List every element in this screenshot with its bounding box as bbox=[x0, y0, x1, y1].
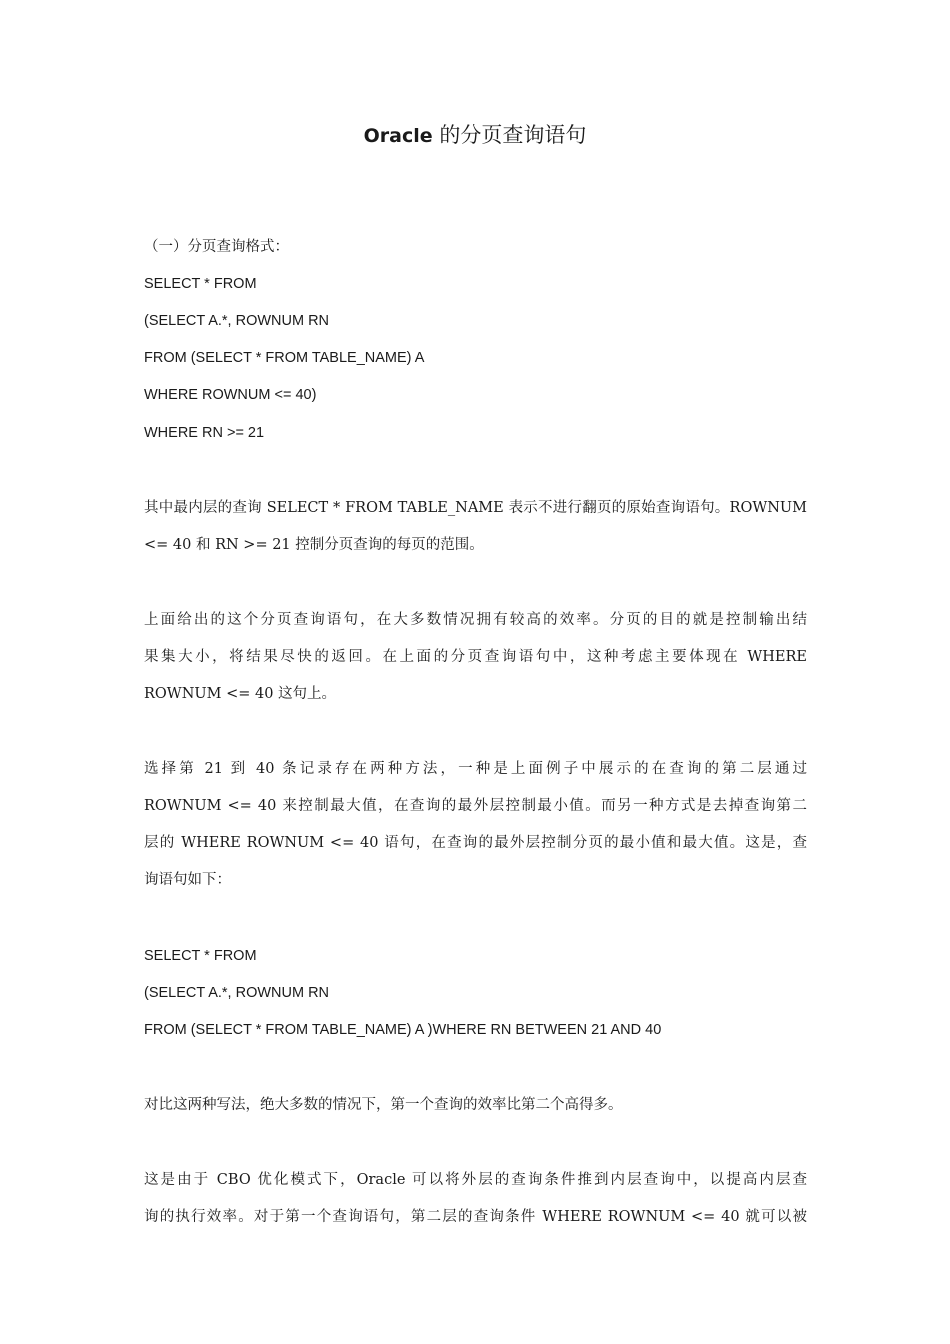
paragraph-line: 这是由于 CBO 优化模式下，Oracle 可以将外层的查询条件推到内层查询中，以提高内层查 bbox=[144, 1172, 807, 1188]
title-chinese: 的分页查询语句 bbox=[432, 123, 587, 147]
paragraph-line: 上面给出的这个分页查询语句，在大多数情况拥有较高的效率。分页的目的就是控制输出结 bbox=[144, 612, 807, 628]
code-line: (SELECT A.*, ROWNUM RN bbox=[144, 985, 330, 1001]
paragraph-line: 对比这两种写法，绝大多数的情况下，第一个查询的效率比第二个高得多。 bbox=[144, 1097, 623, 1113]
paragraph-line: 选择第 21 到 40 条记录存在两种方法，一种是上面例子中展示的在查询的第二层通过 bbox=[144, 761, 807, 777]
paragraph-line: ROWNUM <= 40 这句上。 bbox=[144, 686, 337, 702]
code-line: SELECT * FROM bbox=[144, 276, 257, 292]
paragraph-line: 其中最内层的查询 SELECT * FROM TABLE_NAME 表示不进行翻页的原始查询语句。ROWNUM bbox=[144, 500, 807, 516]
paragraph-line: ROWNUM <= 40 来控制最大值，在查询的最外层控制最小值。而另一种方式是去掉查询第二 bbox=[144, 798, 807, 814]
paragraph-line: 果集大小，将结果尽快的返回。在上面的分页查询语句中，这种考虑主要体现在 WHERE bbox=[144, 649, 807, 665]
title-latin: Oracle bbox=[363, 125, 433, 147]
document-title bbox=[0, 120, 950, 151]
code-line: FROM (SELECT * FROM TABLE_NAME) A bbox=[144, 350, 425, 366]
code-line: (SELECT A.*, ROWNUM RN bbox=[144, 313, 330, 329]
paragraph-line: <= 40 和 RN >= 21 控制分页查询的每页的范围。 bbox=[144, 537, 484, 553]
paragraph-line: 层的 WHERE ROWNUM <= 40 语句，在查询的最外层控制分页的最小值和最大值。这是，查 bbox=[144, 835, 807, 851]
code-line: WHERE ROWNUM <= 40) bbox=[144, 387, 317, 403]
section-heading: （一）分页查询格式： bbox=[144, 239, 289, 255]
paragraph-line: 询语句如下： bbox=[144, 872, 231, 888]
code-line: SELECT * FROM bbox=[144, 948, 257, 964]
code-line: FROM (SELECT * FROM TABLE_NAME) A )WHERE RN BETWEEN 21 AND 40 bbox=[144, 1022, 662, 1038]
paragraph-line: 询的执行效率。对于第一个查询语句，第二层的查询条件 WHERE ROWNUM <= 40 就可以被 bbox=[144, 1209, 807, 1225]
code-line: WHERE RN >= 21 bbox=[144, 425, 265, 441]
